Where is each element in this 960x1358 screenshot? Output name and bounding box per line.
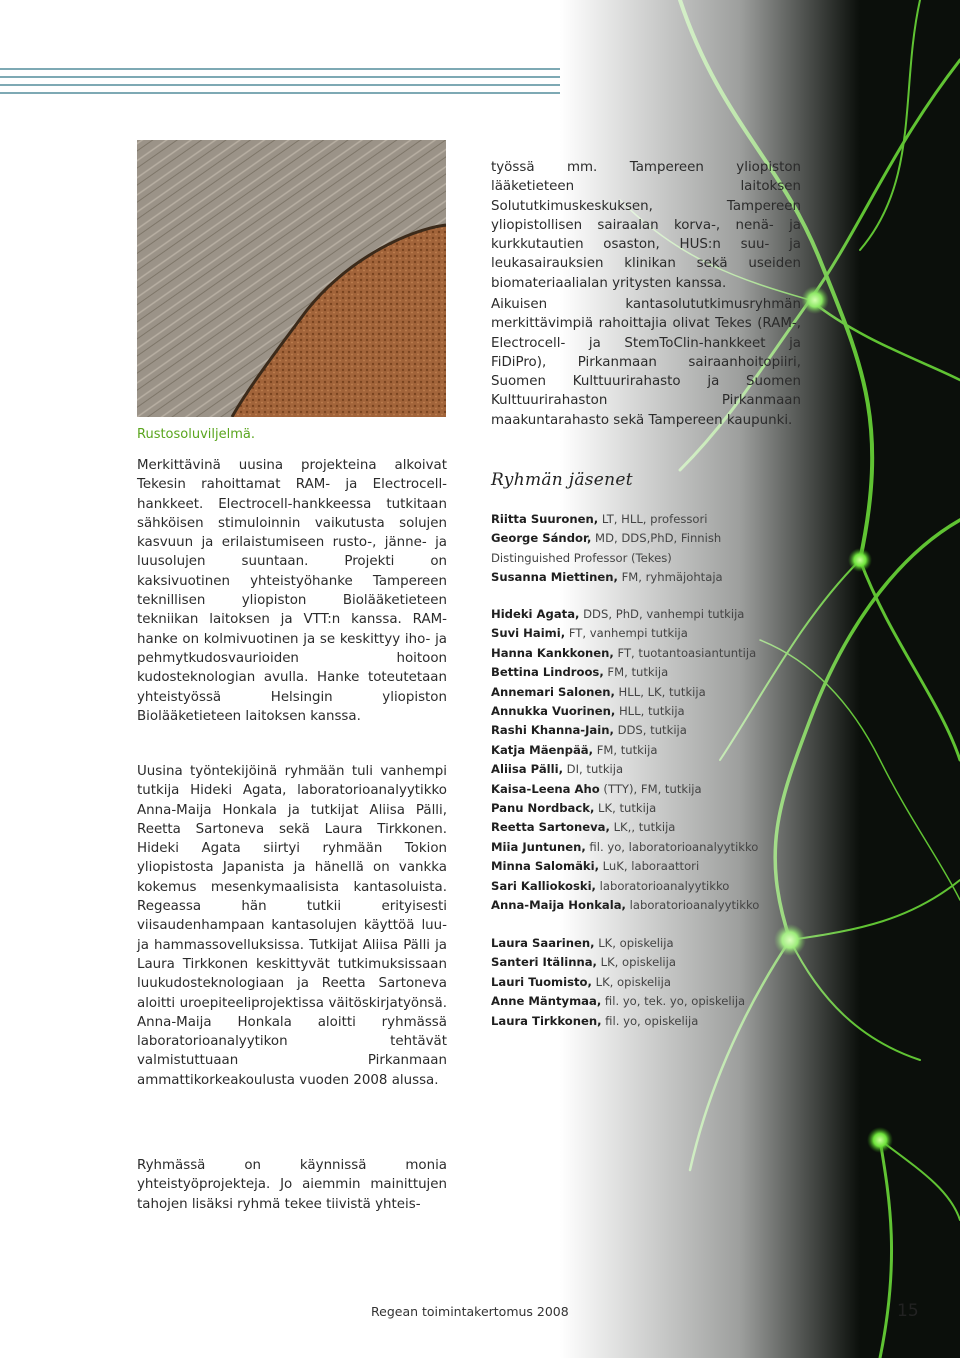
- member-row: [491, 624, 821, 643]
- member-name: Laura Tirkkonen,: [491, 1013, 602, 1028]
- member-row: [491, 992, 821, 1011]
- member-name: Hanna Kankkonen,: [491, 645, 614, 660]
- member-row: [491, 605, 821, 624]
- member-group-researchers: [491, 605, 821, 916]
- member-role: LuK, laboraattori: [598, 859, 700, 874]
- member-row: [491, 838, 821, 857]
- member-name: Lauri Tuomisto,: [491, 974, 592, 989]
- member-name: Riitta Suuronen,: [491, 512, 599, 526]
- member-role: (TTY), FM, tutkija: [599, 781, 702, 796]
- member-name: Annukka Vuorinen,: [491, 704, 616, 719]
- member-role: DDS, PhD, vanhempi tutkija: [579, 607, 745, 621]
- member-row: [491, 683, 821, 702]
- member-role: Distinguished Professor (Tekes): [491, 550, 672, 565]
- member-row: [491, 857, 821, 876]
- member-row: [491, 953, 821, 972]
- member-row: [491, 1012, 821, 1031]
- member-role: FM, tutkija: [603, 665, 669, 680]
- cartilage-culture-photo: [137, 140, 446, 417]
- member-row: [491, 760, 821, 779]
- member-row: [491, 896, 821, 915]
- member-name: Annemari Salonen,: [491, 684, 615, 699]
- member-name: Bettina Lindroos,: [491, 665, 604, 680]
- member-role: DDS, tutkija: [613, 723, 687, 738]
- member-row: [491, 529, 821, 548]
- member-role: FM, ryhmäjohtaja: [617, 570, 723, 585]
- member-name: Minna Salomäki,: [491, 859, 599, 874]
- member-row: [491, 973, 821, 992]
- member-role: LK, tutkija: [594, 801, 657, 816]
- member-name: Sari Kalliokoski,: [491, 878, 596, 893]
- member-group-leaders: [491, 510, 821, 588]
- member-role: LK, opiskelija: [596, 955, 676, 970]
- member-role: FT, tuotantoasiantuntija: [613, 645, 757, 660]
- left-paragraph-2: Uusina työntekijöinä ryhmään tuli vanhempi tutkija Hideki Agata, laboratorioanalyytikko Anna-Maija Honkala ja tutkijat Aliisa Pälli, Reetta Sartoneva sekä Laura Tirkkonen. Hideki Agata siirtyi ryhmään Tokion yliopistosta Japanista ja hänellä on vankka kokemus mesenkymaalisista kantasoluista. Regeassa hän tutkii erityisesti viisaudenhampaan kantasolujen käyttöä luu- ja hammassovelluksissa. Tutkijat Aliisa Pälli ja Laura Tirkkonen keskittyvät tutkimuksissaan luukudosteknologiaan ja Reetta Sartoneva aloitti uroepiteeliprojektissa väitöskirjatyönsä. Anna-Maija Honkala aloitti ryhmässä laboratorioanalyytikon tehtävät valmistuttuaan Pirkanmaan ammattikorkeakoulusta vuoden 2008 alussa.: [137, 764, 447, 1088]
- member-name: Reetta Sartoneva,: [491, 820, 610, 835]
- member-role: fil. yo, tek. yo, opiskelija: [601, 994, 746, 1009]
- member-name: Aliisa Pälli,: [491, 762, 563, 777]
- section-title: Ryhmän jäsenet: [491, 470, 633, 490]
- member-role: FM, tutkija: [593, 742, 658, 757]
- member-role: LK, opiskelija: [594, 936, 674, 950]
- member-row: [491, 702, 821, 721]
- member-name: Anna-Maija Honkala,: [491, 898, 626, 913]
- member-row: [491, 721, 821, 740]
- member-name: Katja Mäenpää,: [491, 742, 594, 757]
- member-name: Rashi Khanna-Jain,: [491, 723, 614, 738]
- member-row: [491, 877, 821, 896]
- member-name: Kaisa-Leena Aho: [491, 781, 600, 796]
- member-row: [491, 934, 821, 953]
- member-role: MD, DDS,PhD, Finnish: [591, 531, 722, 546]
- left-paragraph-1: Merkittävinä uusina projekteina alkoivat Tekesin rahoittamat RAM- ja Electrocell-hankkeet. Electrocell-hankkeessa tutkitaan sähköisen stimuloinnin vaikutusta solujen kasvuun ja erilaistumiseen rusto-, jänne- ja luusolujen suuntaan. Projekti on kaksivuotinen yhteistyöhanke Tampereen teknillisen yliopiston Biolääketieteen tekniikan laitoksen ja VTT:n kanssa. RAM-hanke on kolmivuotinen ja se keskittyy iho- ja pehmytkudosvaurioiden hoitoon kudosteknologian avulla. Hanke toteutetaan yhteistyössä Helsingin yliopiston Biolääketieteen laitoksen kanssa.: [137, 458, 447, 724]
- member-name: George Sándor,: [491, 531, 592, 546]
- photo-caption: Rustosoluviljelmä.: [137, 427, 255, 442]
- member-role: laboratorioanalyytikko: [595, 878, 730, 893]
- member-name: Panu Nordback,: [491, 801, 595, 816]
- member-name: Suvi Haimi,: [491, 626, 566, 641]
- member-role: LK,, tutkija: [609, 820, 676, 835]
- member-name: Laura Saarinen,: [491, 936, 595, 950]
- member-role: fil. yo, laboratorioanalyytikko: [585, 839, 759, 854]
- member-role: fil. yo, opiskelija: [601, 1013, 699, 1028]
- member-group-students: [491, 934, 821, 1031]
- member-role: LT, HLL, professori: [598, 512, 708, 526]
- member-row: [491, 818, 821, 837]
- member-row: [491, 549, 821, 568]
- member-name: Miia Juntunen,: [491, 839, 586, 854]
- member-role: LK, opiskelija: [591, 974, 671, 989]
- member-name: Santeri Itälinna,: [491, 955, 597, 970]
- member-row: [491, 663, 821, 682]
- member-row: [491, 799, 821, 818]
- footer-title: Regean toimintakertomus 2008: [371, 1304, 569, 1319]
- member-role: laboratorioanalyytikko: [625, 898, 760, 913]
- right-paragraph-2: Aikuisen kantasolututkimusryhmän merkittävimpiä rahoittajia olivat Tekes (RAM-, Electrocell- ja StemToClin-hankkeet ja FiDiPro), Pirkanmaan sairaanhoitopiiri, Suomen Kulttuurirahasto ja Suomen Kulttuurirahaston Pirkanmaan maakuntarahasto sekä Tampereen kaupunki.: [491, 297, 801, 428]
- member-name: Susanna Miettinen,: [491, 570, 618, 585]
- member-role: DI, tutkija: [563, 762, 624, 777]
- member-row: [491, 741, 821, 760]
- member-name: Anne Mäntymaa,: [491, 994, 602, 1009]
- left-paragraph-3: Ryhmässä on käynnissä monia yhteistyöprojekteja. Jo aiemmin mainittujen tahojen lisäksi ryhmä tekee tiivistä yhteis-: [137, 1158, 447, 1212]
- member-row: [491, 510, 821, 529]
- right-paragraph-1: työssä mm. Tampereen yliopiston lääketieteen laitoksen Solututkimuskeskuksen, Tampereen yliopistollisen sairaalan korva-, nenä- ja kurkkutautien osaston, HUS:n suu- ja leukasairauksien klinikan sekä useiden biomateriaalialan yritysten kanssa.: [491, 160, 801, 291]
- member-name: Hideki Agata,: [491, 607, 580, 621]
- page-number: 15: [897, 1301, 919, 1321]
- member-row: [491, 780, 821, 799]
- member-role: HLL, LK, tutkija: [614, 684, 706, 699]
- member-row: [491, 644, 821, 663]
- member-role: HLL, tutkija: [615, 704, 685, 719]
- member-row: [491, 568, 821, 587]
- member-role: FT, vanhempi tutkija: [565, 626, 688, 641]
